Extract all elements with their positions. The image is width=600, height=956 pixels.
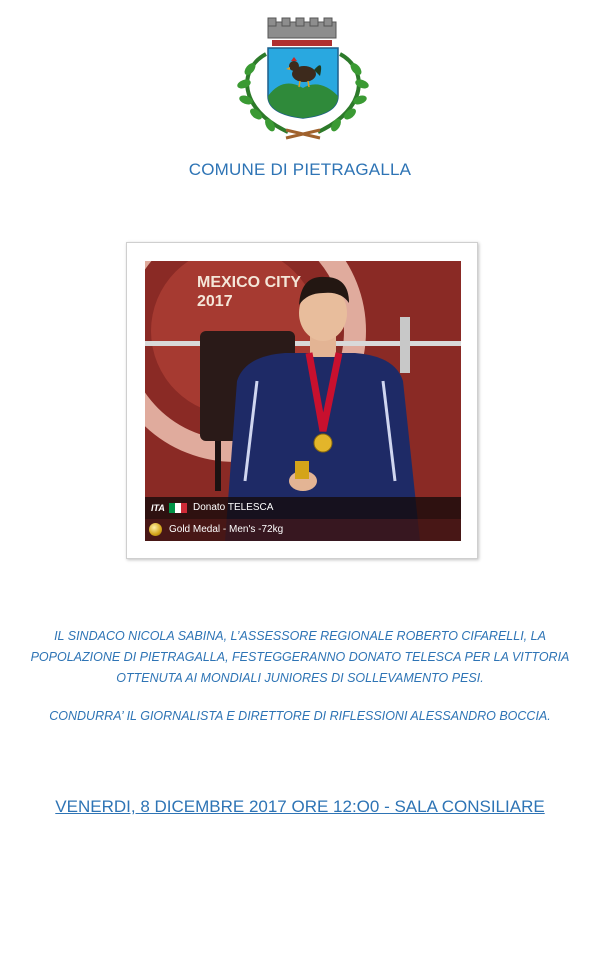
broadcast-lower-third (145, 497, 461, 541)
coat-of-arms (228, 14, 378, 144)
lower-third-medal-row (145, 519, 461, 541)
venue-city: MEXICO CITY (197, 274, 302, 291)
lower-third-athlete-row (145, 497, 461, 519)
announcement-paragraph-1: IL SINDACO NICOLA SABINA, L’ASSESSORE REGIONALE ROBERTO CIFARELLI, LA POPOLAZIONE DI PIETRAGALLA, FESTEGGERANNO DONATO TELESCA PER LA VITTORIA OTTENUTA AI MONDIALI JUNIORES DI SOLLEVAMENTO PESI. (30, 629, 570, 685)
italy-flag-icon (169, 503, 187, 513)
page-title: COMUNE DI PIETRAGALLA (188, 160, 412, 179)
venue-year: 2017 (197, 293, 233, 310)
medal-text: Gold Medal - Men's -72kg (169, 524, 284, 535)
gold-medal-icon (149, 523, 162, 536)
event-details: VENERDI, 8 DICEMBRE 2017 ORE 12:O0 - SALA CONSILIARE (55, 797, 545, 816)
venue-label (197, 273, 301, 311)
crest-icon (228, 14, 378, 144)
announcement-paragraph-2: CONDURRA’ IL GIORNALISTA E DIRETTORE DI RIFLESSIONI ALESSANDRO BOCCIA. (49, 709, 551, 723)
athlete-photo (145, 261, 461, 541)
country-code: ITA (151, 503, 165, 513)
photo-frame (126, 242, 478, 559)
athlete-name: Donato TELESCA (193, 502, 274, 513)
